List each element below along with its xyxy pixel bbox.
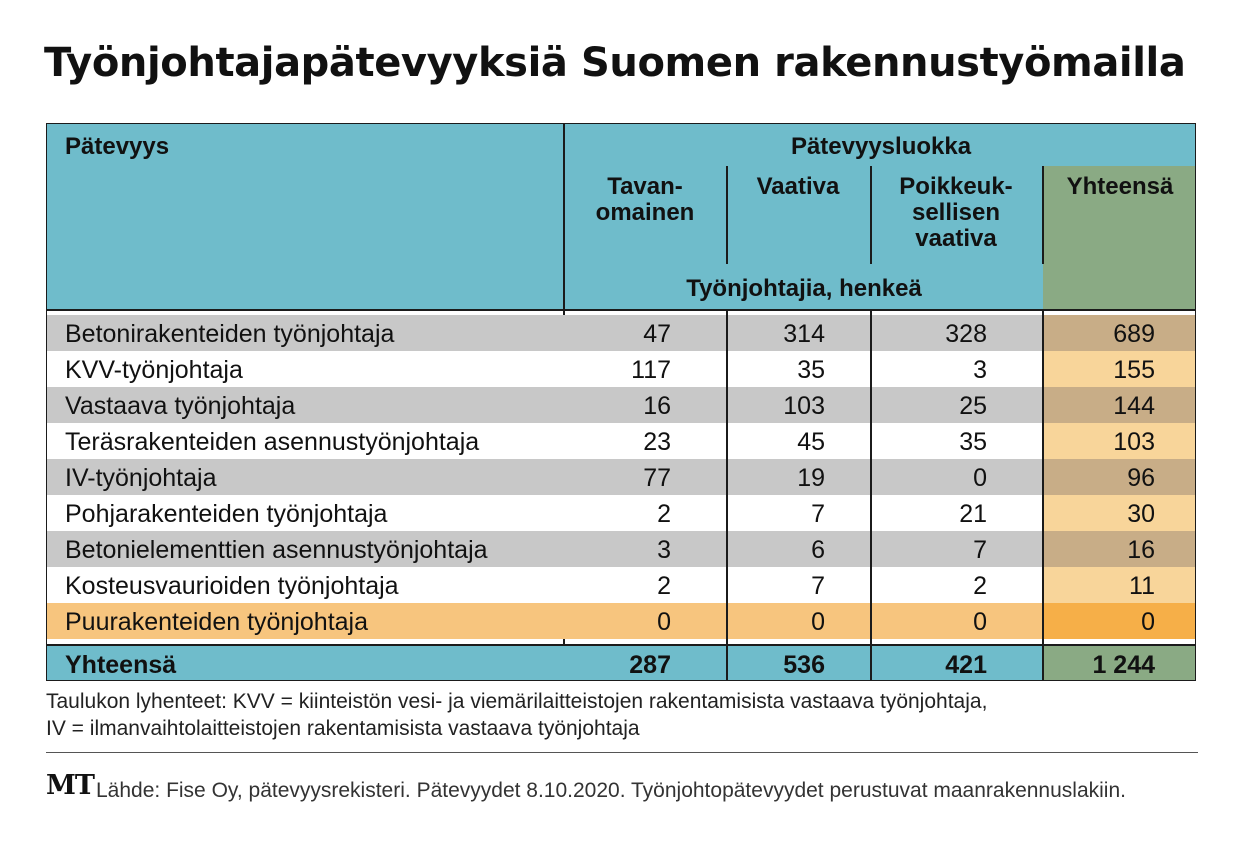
value-demanding: 536 [783, 651, 825, 679]
table-header [47, 124, 1195, 310]
header-divider [870, 166, 872, 264]
competence-column-header: Pätevyys [65, 133, 170, 160]
total-row-rule [47, 644, 1195, 646]
value-total: 16 [1127, 536, 1155, 564]
column-header-total: Yhteensä [1066, 173, 1174, 200]
competence-label: Vastaava työnjohtaja [65, 392, 296, 420]
total-row-label: Yhteensä [65, 651, 177, 679]
value-total: 11 [1129, 572, 1155, 600]
table-row [47, 567, 1195, 603]
value-demanding: 103 [783, 392, 825, 420]
header-divider [726, 166, 728, 264]
competence-label: Pohjarakenteiden työnjohtaja [65, 500, 388, 528]
value-exceptional: 35 [959, 428, 987, 456]
value-demanding: 6 [811, 536, 825, 564]
table-row [47, 387, 1195, 423]
competence-label: Betonirakenteiden työnjohtaja [65, 320, 395, 348]
column-header-exceptional: Poikkeuk- sellisen vaativa [899, 173, 1013, 252]
value-demanding: 7 [811, 572, 825, 600]
page-title: Työnjohtajapätevyyksiä Suomen rakennustyömailla [44, 40, 1186, 86]
value-total: 1 244 [1092, 651, 1155, 679]
column-divider [1042, 310, 1044, 681]
value-normal: 23 [643, 428, 671, 456]
value-exceptional: 25 [959, 392, 987, 420]
total-row [47, 646, 1195, 681]
table-row [47, 459, 1195, 495]
value-normal: 0 [657, 608, 671, 636]
value-normal: 47 [643, 320, 671, 348]
value-normal: 2 [657, 572, 671, 600]
footnote-line-1: Taulukon lyhenteet: KVV = kiinteistön vesi- ja viemärilaitteistojen rakentamisista vastaava työnjohtaja, [46, 690, 988, 713]
value-exceptional: 328 [945, 320, 987, 348]
competence-class-group-header: Pätevyysluokka [790, 133, 972, 160]
footer-divider [46, 752, 1198, 753]
value-normal: 3 [657, 536, 671, 564]
value-exceptional: 0 [973, 464, 987, 492]
column-divider [870, 310, 872, 681]
mt-logo: MT [46, 770, 94, 801]
competence-label: KVV-työnjohtaja [65, 356, 243, 384]
value-exceptional: 7 [973, 536, 987, 564]
competence-label: Betonielementtien asennustyönjohtaja [65, 536, 488, 564]
unit-label: Työnjohtajia, henkeä [686, 275, 922, 302]
value-total: 689 [1113, 320, 1155, 348]
value-exceptional: 2 [973, 572, 987, 600]
footnote-line-2: IV = ilmanvaihtolaitteistojen rakentamisista vastaava työnjohtaja [46, 717, 640, 740]
competence-label: IV-työnjohtaja [65, 464, 217, 492]
value-total: 155 [1113, 356, 1155, 384]
value-total: 96 [1127, 464, 1155, 492]
value-normal: 287 [629, 651, 671, 679]
header-divider [1042, 166, 1044, 264]
competence-label: Kosteusvaurioiden työnjohtaja [65, 572, 399, 600]
value-total: 0 [1141, 608, 1155, 636]
value-exceptional: 421 [945, 651, 987, 679]
source-note: Lähde: Fise Oy, pätevyysrekisteri. Pätevyydet 8.10.2020. Työnjohtopätevyydet perustuvat maanrakennuslakiin. [96, 779, 1126, 802]
data-table [46, 123, 1196, 681]
competence-label: Puurakenteiden työnjohtaja [65, 608, 369, 636]
value-demanding: 35 [797, 356, 825, 384]
value-exceptional: 21 [959, 500, 987, 528]
value-exceptional: 0 [973, 608, 987, 636]
value-total: 103 [1113, 428, 1155, 456]
column-header-demanding: Vaativa [756, 173, 840, 200]
footnote [46, 688, 987, 742]
header-bottom-rule [47, 309, 1195, 311]
table-row [47, 495, 1195, 531]
value-demanding: 314 [783, 320, 825, 348]
table-row [47, 531, 1195, 567]
value-total: 144 [1113, 392, 1155, 420]
value-normal: 117 [631, 356, 671, 384]
table-row [47, 351, 1195, 387]
table-row [47, 315, 1195, 351]
table-row [47, 603, 1195, 639]
value-demanding: 7 [811, 500, 825, 528]
competence-label: Teräsrakenteiden asennustyönjohtaja [65, 428, 480, 456]
value-demanding: 0 [811, 608, 825, 636]
value-normal: 2 [657, 500, 671, 528]
value-normal: 16 [643, 392, 671, 420]
table-row [47, 423, 1195, 459]
value-total: 30 [1127, 500, 1155, 528]
value-normal: 77 [643, 464, 671, 492]
column-header-normal: Tavan- omainen [595, 173, 695, 226]
value-exceptional: 3 [973, 356, 987, 384]
column-divider [726, 310, 728, 681]
value-demanding: 45 [797, 428, 825, 456]
value-demanding: 19 [797, 464, 825, 492]
